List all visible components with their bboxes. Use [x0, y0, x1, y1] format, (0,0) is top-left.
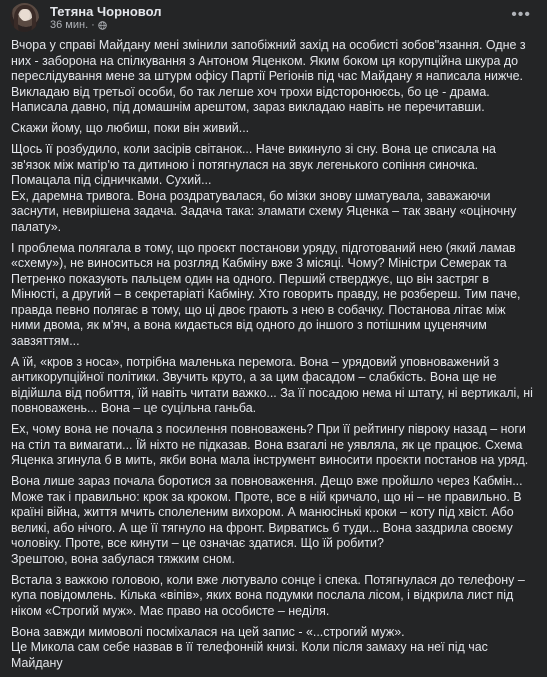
post-paragraph: Ех, чому вона не почала з посилення повноважень? При її рейтингу півроку назад – ноги на стіл та вимагати... Їй ніхто не підказав. Вона взагалі не уявляла, як це працює. Схема Яценка згинула б в мить, якби вона мала інструмент виносити проєкти постанов на уряд.	[11, 422, 529, 467]
avatar[interactable]	[10, 3, 39, 32]
meta-separator: ·	[91, 19, 95, 31]
post-paragraph: Щось її розбудило, коли засірів світанок... Наче викинуло зі сну. Вона це списала на зв'язок між матір'ю та дитиною і потягнулася на звук легенького сопіння синочка. Помацала під сідничками. Сухий... Ех, даремна тривога. Вона роздратувалася, бо мізки знову шматувала, заважаючи заснути, невирішена задача. Задача така: зламати схему Яценка – так звану «оціночну палату».	[11, 142, 517, 234]
globe-icon	[98, 21, 107, 30]
post-paragraph: Вчора у справі Майдану мені змінили запобіжний захід на особисті зобов"язання. Одне з них - заборона на спілкування з Антоном Яценком. Яким боком ця корупційна шкура до переслідування мене за штурм офісу Партії Регіонів під час Майдану я написала нижче. Викладаю від третьої особи, бо так легше хоч трохи відсторонюєсь, бо це - драма. Написала давно, під домашнім арештом, зараз викладаю навіть не перечитавши.	[11, 38, 526, 114]
author-name[interactable]: Тетяна Чорновол	[50, 4, 162, 19]
post-paragraph: А їй, «кров з носа», потрібна маленька перемога. Вона – урядовий уповноважений з антикорупційної політики. Звучить круто, а за цим фасадом – слабкість. Вона ще не відійшла від побиття, їй навіть читати важко... За її посадою нема ні штату, ні вертикалі, ні повноважень... Вона – це суцільна ганьба.	[11, 354, 533, 415]
post-header	[0, 0, 547, 34]
avatar-face	[20, 9, 30, 21]
post-paragraph: Вона завжди мимоволі посміхалася на цей запис - «...строгий муж». Це Микола сам себе назвав в її телефонній книзі. Коли після замаху на неї під час Майдану	[11, 624, 488, 670]
post-paragraph: Скажи йому, що любиш, поки він живий...	[11, 121, 250, 135]
post-paragraph: І проблема полягала в тому, що проєкт постанови уряду, підготований нею (який ламав «схему»), не виноситься на розгляд Кабміну вже 3 місяці. Чому? Міністри Семерак та Петренко показують пальцем один на одного. Перший стверджує, що він застряг в Мінюсті, а другий – в секретаріаті Кабміну. Хто говорить правду, не розбереш. Тим паче, правда певно полягає в тому, що ці двоє грають з нею в собачку. Постанова літає між ними двома, як м'яч, а вона кидається від одного до іншого з потішним цуценячим завзяттям...	[11, 240, 521, 348]
more-options-button[interactable]: •••	[511, 6, 531, 23]
post-paragraph: Вона лише зараз почала боротися за повноваження. Дещо вже пройшло через Кабмін... Може так і правильно: крок за кроком. Проте, все в ній кричало, що ні – не правильно. В країні війна, життя мчить сполеленим вихором. А манюсінькі кроки – коту під хвіст. Або великі, або нічого. А ще її тягнуло на фронт. Вирватись б туди... Вона заздрила своєму чоловіку. Проте, все кинути – це означає здатися. Що їй робити? Зрештою, вона забулася тяжким сном.	[11, 474, 523, 566]
post-paragraph: Встала з важкою головою, коли вже лютувало сонце і спека. Потягнулася до телефону – купа повідомлень. Кілька «віпів», яких вона подумки послала лісом, і відкрила лист під ніком «Строгий муж». Має право на особисте – неділя.	[11, 572, 525, 618]
post-body	[11, 38, 538, 677]
post-meta	[50, 19, 107, 31]
post-time[interactable]: 36 мин.	[50, 19, 89, 31]
